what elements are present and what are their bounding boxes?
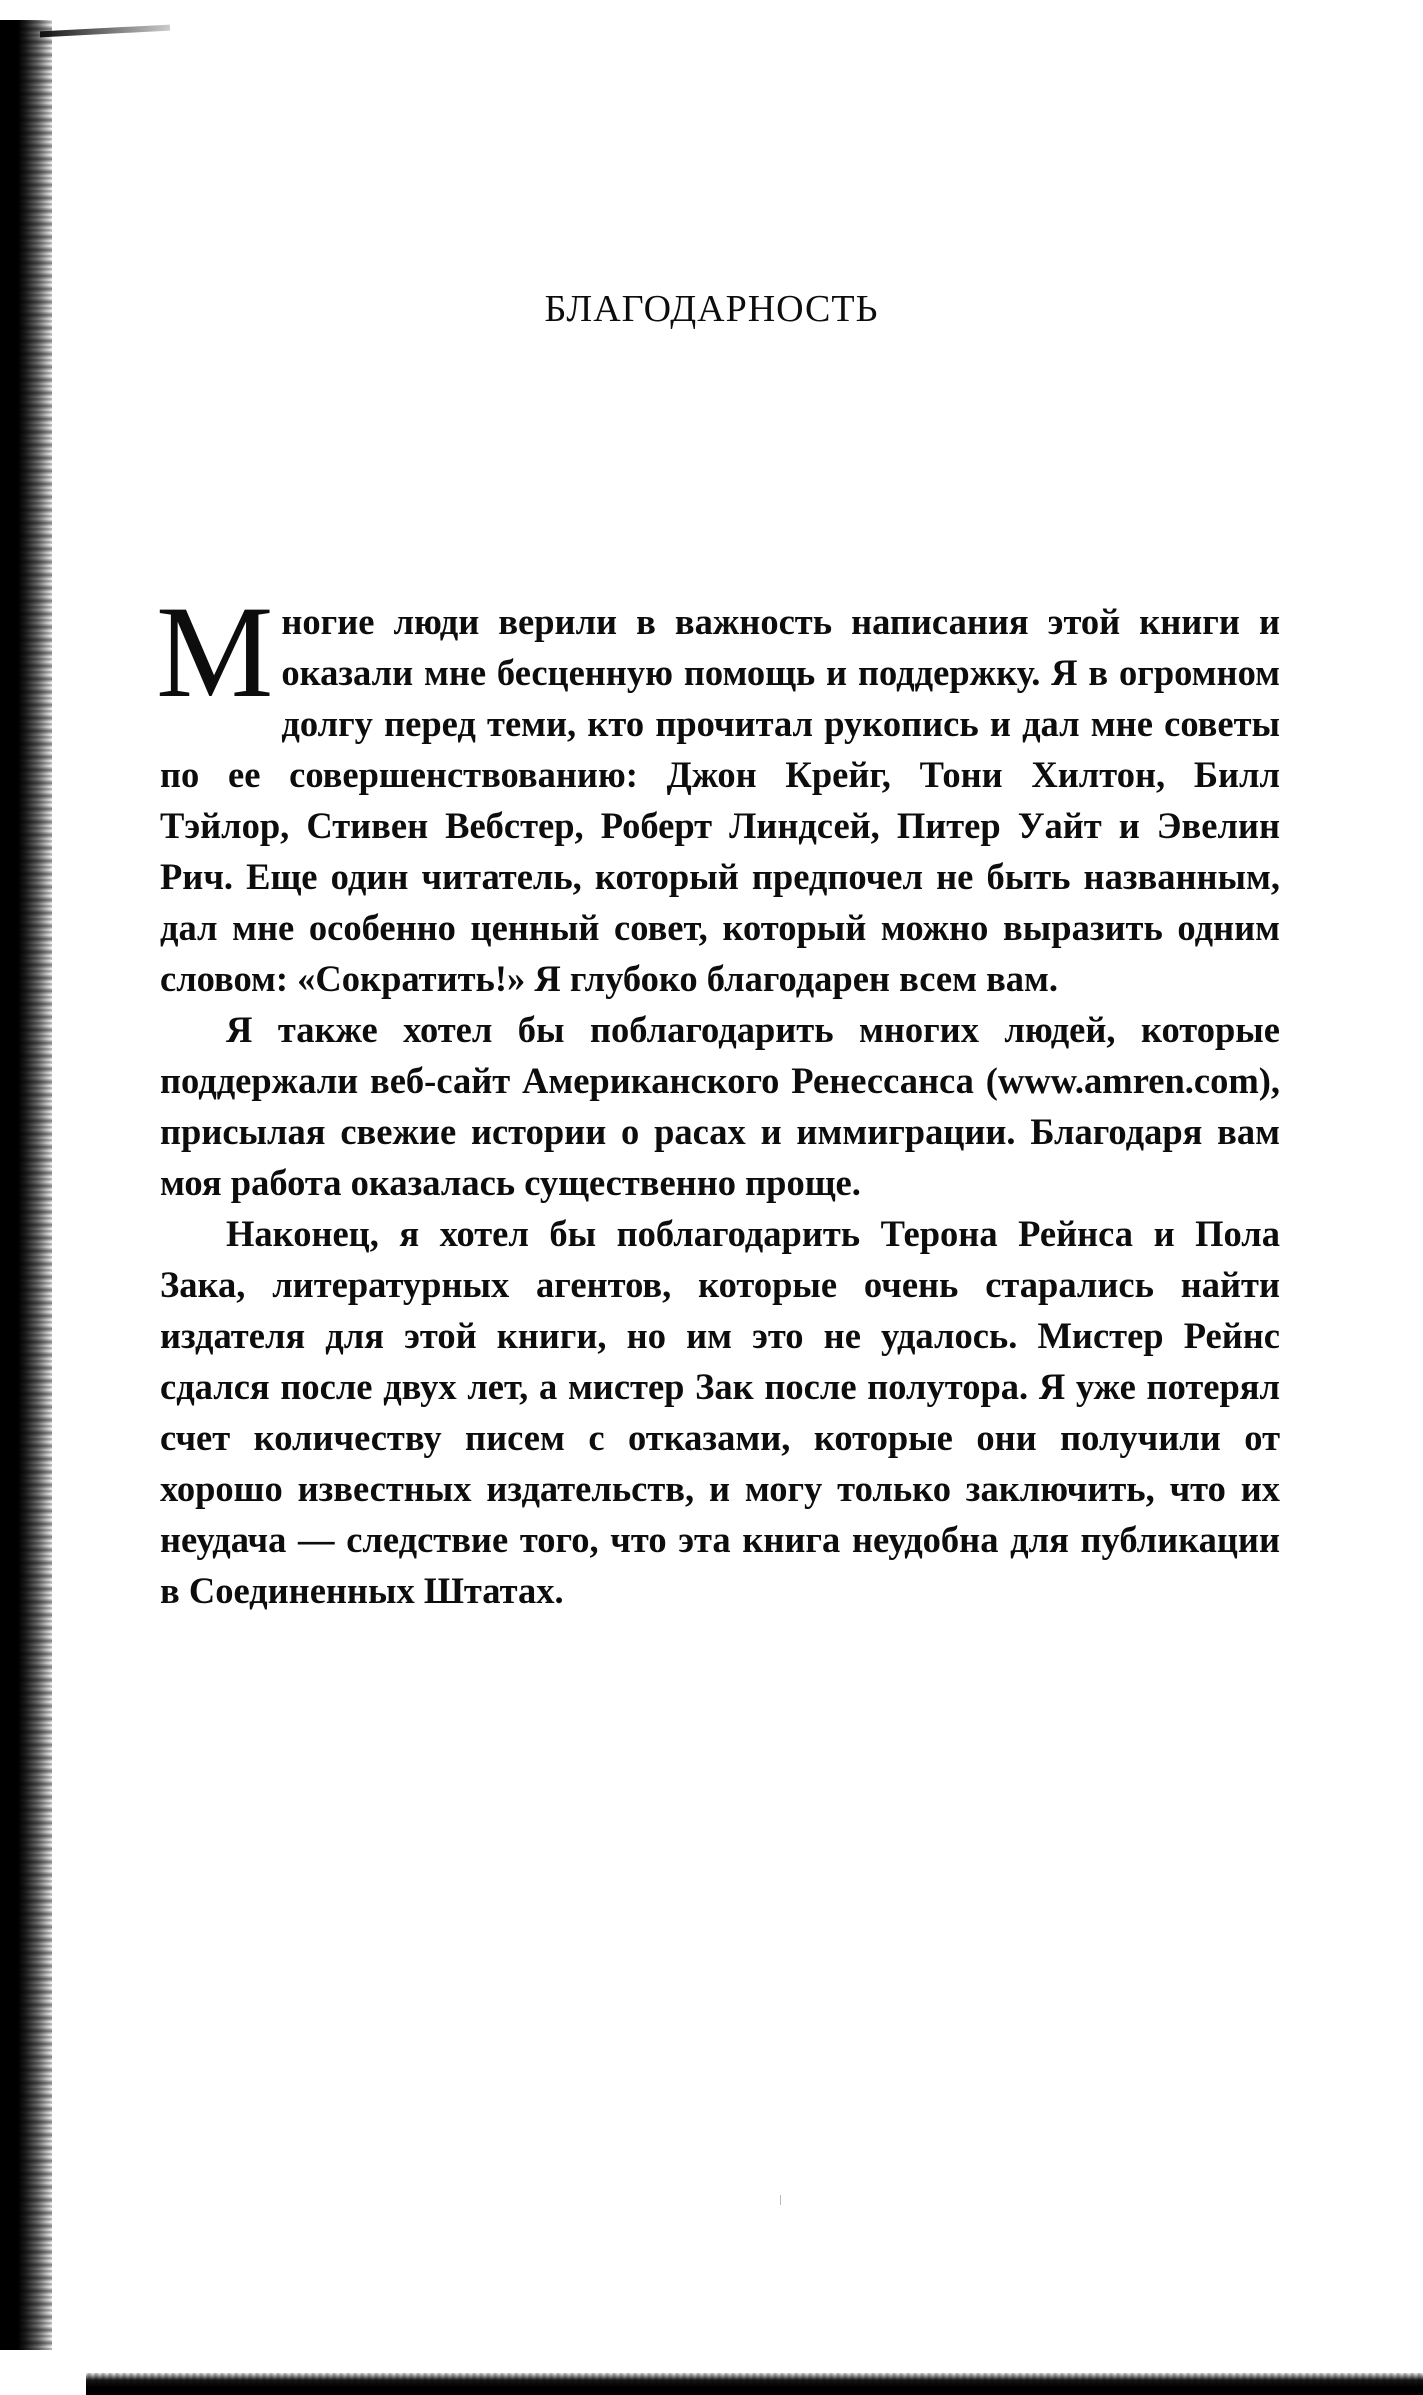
drop-cap-letter: М: [156, 578, 274, 725]
page-title: БЛАГОДАРНОСТЬ: [544, 288, 879, 331]
scan-corner-mark: [40, 25, 170, 38]
scan-bottom-edge: [86, 2373, 1423, 2395]
scan-binding-shadow: [0, 20, 52, 2350]
paragraph-1-text: ногие люди верили в важность написания этой книги и оказали мне бесценную помощь и поддержку. Я в огромном долгу перед теми, кто прочитал рукопись и дал мне советы по ее совершенствованию: Джон Крейг, Тони Хилтон, Билл Тэйлор, Стивен Вебстер, Роберт Линдсей, Питер Уайт и Эвелин Рич. Еще один читатель, который предпочел не быть названным, дал мне особенно ценный совет, который можно выразить одним словом: «Сократить!» Я глубоко благодарен всем вам.: [160, 601, 1280, 999]
paragraph-2: Я также хотел бы поблагодарить многих людей, которые поддержали веб-сайт Американского Ренессанса (www.amren.com), присылая свежие истории о расах и иммиграции. Благодаря вам моя работа оказалась существенно проще.: [160, 1009, 1280, 1203]
paragraph-1: [156, 578, 1280, 1004]
paragraph-3: Наконец, я хотел бы поблагодарить Терона Рейнса и Пола Зака, литературных агентов, которые очень старались найти издателя для этой книги, но им это не удалось. Мистер Рейнс сдался после двух лет, а мистер Зак после полутора. Я уже потерял счет количеству писем с отказами, которые они получили от хорошо известных издательств, и могу только заключить, что их неудача — следствие того, что эта книга неудобна для публикации в Соединенных Штатах.: [160, 1213, 1280, 1611]
scan-speck: [780, 2195, 781, 2205]
acknowledgements-text: [156, 578, 1280, 1616]
